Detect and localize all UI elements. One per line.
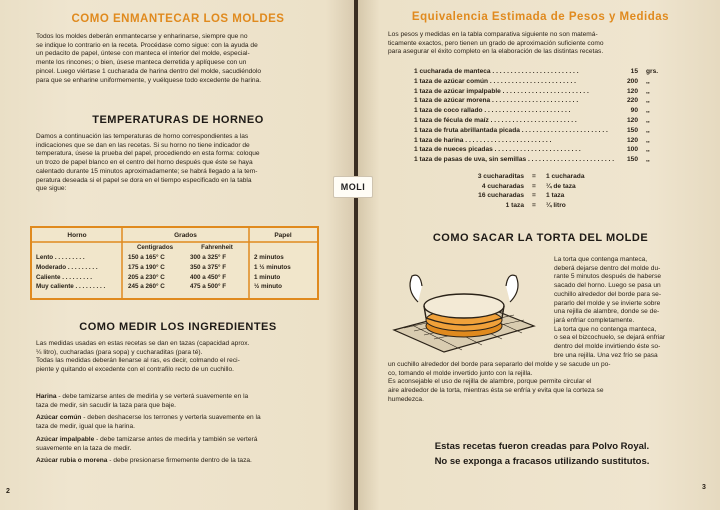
fahrenheit-range: 300 a 325° F [190, 254, 227, 261]
note-azucar-impalpable: Azúcar impalpable - debe tamizarse antes de medirla y también se verterá suavemente en la taza de medir. [36, 435, 258, 452]
weight-unit: grs. [646, 68, 659, 75]
temperaturas-line: indicaciones que se dan en las recetas. Si su horno no tiene indicador de [36, 141, 250, 149]
weight-row [414, 88, 674, 97]
header-grados: Grados [174, 232, 197, 239]
weight-value: 200 [626, 77, 638, 85]
weight-item: 1 taza de azúcar morena . . . . . . . . . . . . . . . . . . . . . . . . [414, 97, 579, 105]
title-moldes: COMO ENMANTECAR LOS MOLDES [71, 13, 285, 25]
weight-item: 1 taza de coco rallado . . . . . . . . . . . . . . . . . . . . . . . . [414, 107, 571, 115]
sacar-column-line: La torta que contenga manteca, [554, 256, 648, 263]
weight-unit: ,, [646, 97, 650, 105]
page-number-left: 2 [6, 488, 10, 495]
oven-row [32, 254, 317, 264]
weight-unit: ,, [646, 77, 650, 85]
weight-unit: ,, [646, 87, 650, 95]
celsius-range: 150 a 165° C [128, 254, 165, 261]
fahrenheit-range: 475 a 500° F [190, 283, 227, 291]
measure-to: 1 taza [546, 192, 565, 200]
weight-value: 90 [630, 107, 638, 115]
weight-unit: ,, [646, 136, 650, 144]
paper-time: 2 minutos [254, 254, 284, 261]
weight-item: 1 taza de pasas de uva, sin semillas . . . . . . . . . . . . . . . . . . . . . . . . [414, 156, 614, 164]
measure-to: ¼ litro [546, 201, 566, 209]
right-page [358, 0, 720, 510]
sacar-column-line: una rejilla de alambre, donde se de- [554, 308, 660, 316]
sacar-full-line: un cuchillo alrededor del borde para separarlo del molde y se sacude un po- [388, 361, 611, 368]
sacar-column-line: sacado del horno. Luego se pasa un [554, 282, 661, 290]
weight-row [414, 146, 674, 155]
weight-item: 1 taza de fécula de maíz . . . . . . . . . . . . . . . . . . . . . . . . [414, 117, 577, 124]
weight-item: 1 taza de harina . . . . . . . . . . . . . . . . . . . . . . . . [414, 136, 552, 144]
measure-row [414, 183, 674, 192]
equivalencia-line: para asegurar el éxito completo en la elaboración de las distintas recetas. [388, 48, 604, 56]
medir-line: Las medidas usadas en estas recetas se dan en tazas (capacidad aprox. [36, 340, 250, 347]
sacar-column-line: cuchillo alrededor del borde para se- [554, 290, 662, 298]
sacar-full-line: aire alrededor de la torta, mientras ésta se enfría y evita que la corteza se [388, 387, 604, 395]
footer-line-1: Estas recetas fueron creadas para Polvo Royal. [434, 441, 650, 452]
fahrenheit-range: 350 a 375° F [190, 263, 227, 271]
weight-item: 1 taza de azúcar común . . . . . . . . . . . . . . . . . . . . . . . . [414, 77, 576, 85]
sacar-column-line: jará enfriar completamente. [554, 316, 635, 324]
moldes-line: un pedacito de papel, úntese con manteca el interior del molde, especial- [36, 50, 250, 58]
measure-equals: = [532, 192, 536, 200]
oven-type: Moderado . . . . . . . . . [36, 263, 98, 271]
weight-row [414, 117, 674, 126]
celsius-range: 205 a 230° C [128, 273, 165, 281]
measure-from: 4 cucharadas [481, 182, 524, 190]
paper-time: 1 minuto [254, 273, 281, 281]
weight-unit: ,, [646, 146, 650, 154]
sacar-full-line: Es aconsejable el uso de rejilla de alambre, porque permite circular el [388, 378, 592, 386]
medir-line: ¼ litro), cucharadas (para sopa) y cucharaditas (para té). [36, 348, 203, 356]
title-equivalencia: Equivalencia Estimada de Pesos y Medidas [411, 11, 670, 23]
oven-row [32, 274, 317, 284]
equivalencia-line: Los pesos y medidas en la tabla comparativa siguiente no son matemá- [388, 31, 598, 38]
temperaturas-line: calentado durante 15 minutos aproximadamente; se habrá llegado a la tem- [36, 167, 258, 175]
moldes-line: para que se enharine uniformemente, y vuélquese todo excedente de harina. [36, 76, 262, 84]
weight-row [414, 68, 674, 77]
equivalencia-line: ticamente exactos, pero tienen un grado de aproximación suficiente como [388, 39, 604, 47]
oven-temperature-table [30, 226, 319, 300]
weight-value: 120 [626, 87, 638, 95]
note-harina: Harina - debe tamizarse antes de medirla y se verterá suavemente en la taza de medir, sin sacudir la taza para que baje. [36, 393, 249, 409]
oven-row [32, 264, 317, 274]
medir-line: piente y quitando el excedente con el contrafilo recto de un cuchillo. [36, 366, 234, 374]
weight-item: 1 taza de azúcar impalpable . . . . . . . . . . . . . . . . . . . . . . . . [414, 87, 589, 95]
header-papel: Papel [274, 232, 292, 239]
fahrenheit-range: 400 a 450° F [190, 273, 227, 281]
temperaturas-line: un trozo de papel blanco en el centro del horno después que éste se haya [36, 159, 253, 167]
sacar-column-line: La torta que no contenga manteca, [554, 325, 657, 333]
weight-value: 15 [630, 68, 638, 75]
measure-equals: = [532, 173, 536, 180]
weights-table [414, 68, 674, 168]
temperaturas-line: peratura deseada si el papel se dora en el tiempo especificado en la tabla [36, 176, 252, 184]
title-temperaturas: TEMPERATURAS DE HORNEO [92, 114, 264, 126]
cake-on-rack-illustration [388, 262, 538, 354]
page-number-right: 3 [702, 484, 706, 491]
measure-row [414, 202, 674, 211]
paper-time: 1 ½ minutos [254, 263, 291, 271]
note-azucar-comun: Azúcar común - deben deshacerse los terrones y verterla suavemente en la taza de medir, igual que la harina. [36, 414, 261, 431]
header-fahrenheit: Fahrenheit [201, 244, 233, 251]
weight-item: 1 taza de nueces picadas . . . . . . . . . . . . . . . . . . . . . . . . [414, 146, 581, 154]
weight-value: 120 [626, 117, 638, 124]
measure-equals: = [532, 182, 536, 190]
measure-equals: = [532, 201, 536, 209]
table-body [32, 254, 317, 293]
sacar-column-text [554, 256, 702, 360]
weight-row [414, 127, 674, 136]
celsius-range: 175 a 190° C [128, 263, 165, 271]
moldes-line: se indique lo contrario en la receta. Procédase como sigue: con la ayuda de [36, 41, 258, 49]
note-azucar-rubia: Azúcar rubia o morena - debe presionarse firmemente dentro de la taza. [36, 457, 252, 465]
measure-from: 3 cucharaditas [477, 173, 524, 180]
measures-table [414, 173, 674, 213]
ingredient-notes [36, 393, 322, 466]
moli-watermark-stamp: MOLI [333, 176, 373, 198]
sacar-full-line: co, tomando el molde invertido junto con la rejilla. [388, 369, 533, 377]
weight-value: 220 [626, 97, 638, 105]
temperaturas-line: temperatura, úsese la prueba del papel, procediendo en esta forma: coloque [36, 150, 260, 158]
weight-row [414, 156, 674, 165]
moldes-line: pincel. Luego viértase 1 cucharada de harina dentro del molde, sacudiéndolo [36, 67, 262, 75]
weight-row [414, 78, 674, 87]
weight-unit: ,, [646, 156, 650, 164]
measure-from: 16 cucharadas [478, 192, 524, 200]
equivalencia-paragraph [388, 31, 688, 57]
oven-row [32, 283, 317, 293]
oven-type: Caliente . . . . . . . . . [36, 273, 92, 281]
sacar-column-line: o sea el bizcochuelo, se dejará enfriar [554, 334, 666, 342]
header-centigrados: Centigrados [136, 244, 174, 251]
footer-line-2: No se exponga a fracasos utilizando sustitutos. [434, 456, 650, 467]
royal-footer [372, 439, 712, 469]
oven-type: Muy caliente . . . . . . . . . [36, 283, 106, 291]
oven-type: Lento . . . . . . . . . [36, 254, 85, 261]
weight-row [414, 97, 674, 106]
temperaturas-paragraph [36, 133, 322, 194]
measure-to: 1 cucharada [546, 173, 585, 180]
paper-time: ½ minuto [254, 283, 282, 291]
measure-to: ¼ de taza [546, 182, 576, 190]
weight-unit: ,, [646, 107, 650, 115]
moldes-paragraph [36, 33, 322, 85]
temperaturas-line: que sigue: [36, 185, 67, 193]
weight-unit: ,, [646, 126, 650, 134]
weight-unit: ,, [646, 117, 650, 124]
sacar-column-line: bre una rejilla. Una vez frío se pasa [554, 351, 658, 359]
measure-row [414, 192, 674, 201]
weight-item: 1 taza de fruta abrillantada picada . . . . . . . . . . . . . . . . . . . . . . . . [414, 126, 608, 134]
title-sacar-torta: COMO SACAR LA TORTA DEL MOLDE [432, 232, 649, 244]
sacar-column-line: deberá dejarse dentro del molde du- [554, 264, 661, 272]
moldes-line: Todos los moldes deberán enmantecarse y enharinarse, siempre que no [36, 33, 248, 40]
sacar-column-line: dentro del molde invirtiendo éste so- [554, 343, 661, 351]
sacar-full-text [388, 361, 702, 405]
temperaturas-line: Damos a continuación las temperaturas de horno correspondientes a las [36, 133, 249, 140]
weight-item: 1 cucharada de manteca . . . . . . . . . . . . . . . . . . . . . . . . [414, 68, 579, 75]
weight-row [414, 137, 674, 146]
weight-value: 100 [626, 146, 638, 154]
left-page [0, 0, 354, 510]
weight-value: 150 [626, 126, 638, 134]
header-horno: Horno [67, 232, 87, 239]
celsius-range: 245 a 260° C [128, 283, 165, 291]
measure-row [414, 173, 674, 182]
medir-paragraph [36, 340, 322, 375]
moldes-line: mente los rincones; o bien, úsese manteca derretida y aplíquese con un [36, 59, 247, 67]
title-medir: COMO MEDIR LOS INGREDIENTES [79, 321, 277, 333]
weight-value: 150 [626, 156, 638, 164]
measure-from: 1 taza [505, 201, 524, 209]
weight-value: 120 [626, 136, 638, 144]
sacar-column-line: pararlo del molde y se invierte sobre [554, 299, 661, 307]
medir-line: Todas las medidas deberán llenarse al ras, es decir, colmando el reci- [36, 357, 240, 365]
weight-row [414, 107, 674, 116]
sacar-column-line: rante 5 minutos después de haberse [554, 273, 662, 281]
sacar-full-line: humedezca. [388, 395, 424, 403]
